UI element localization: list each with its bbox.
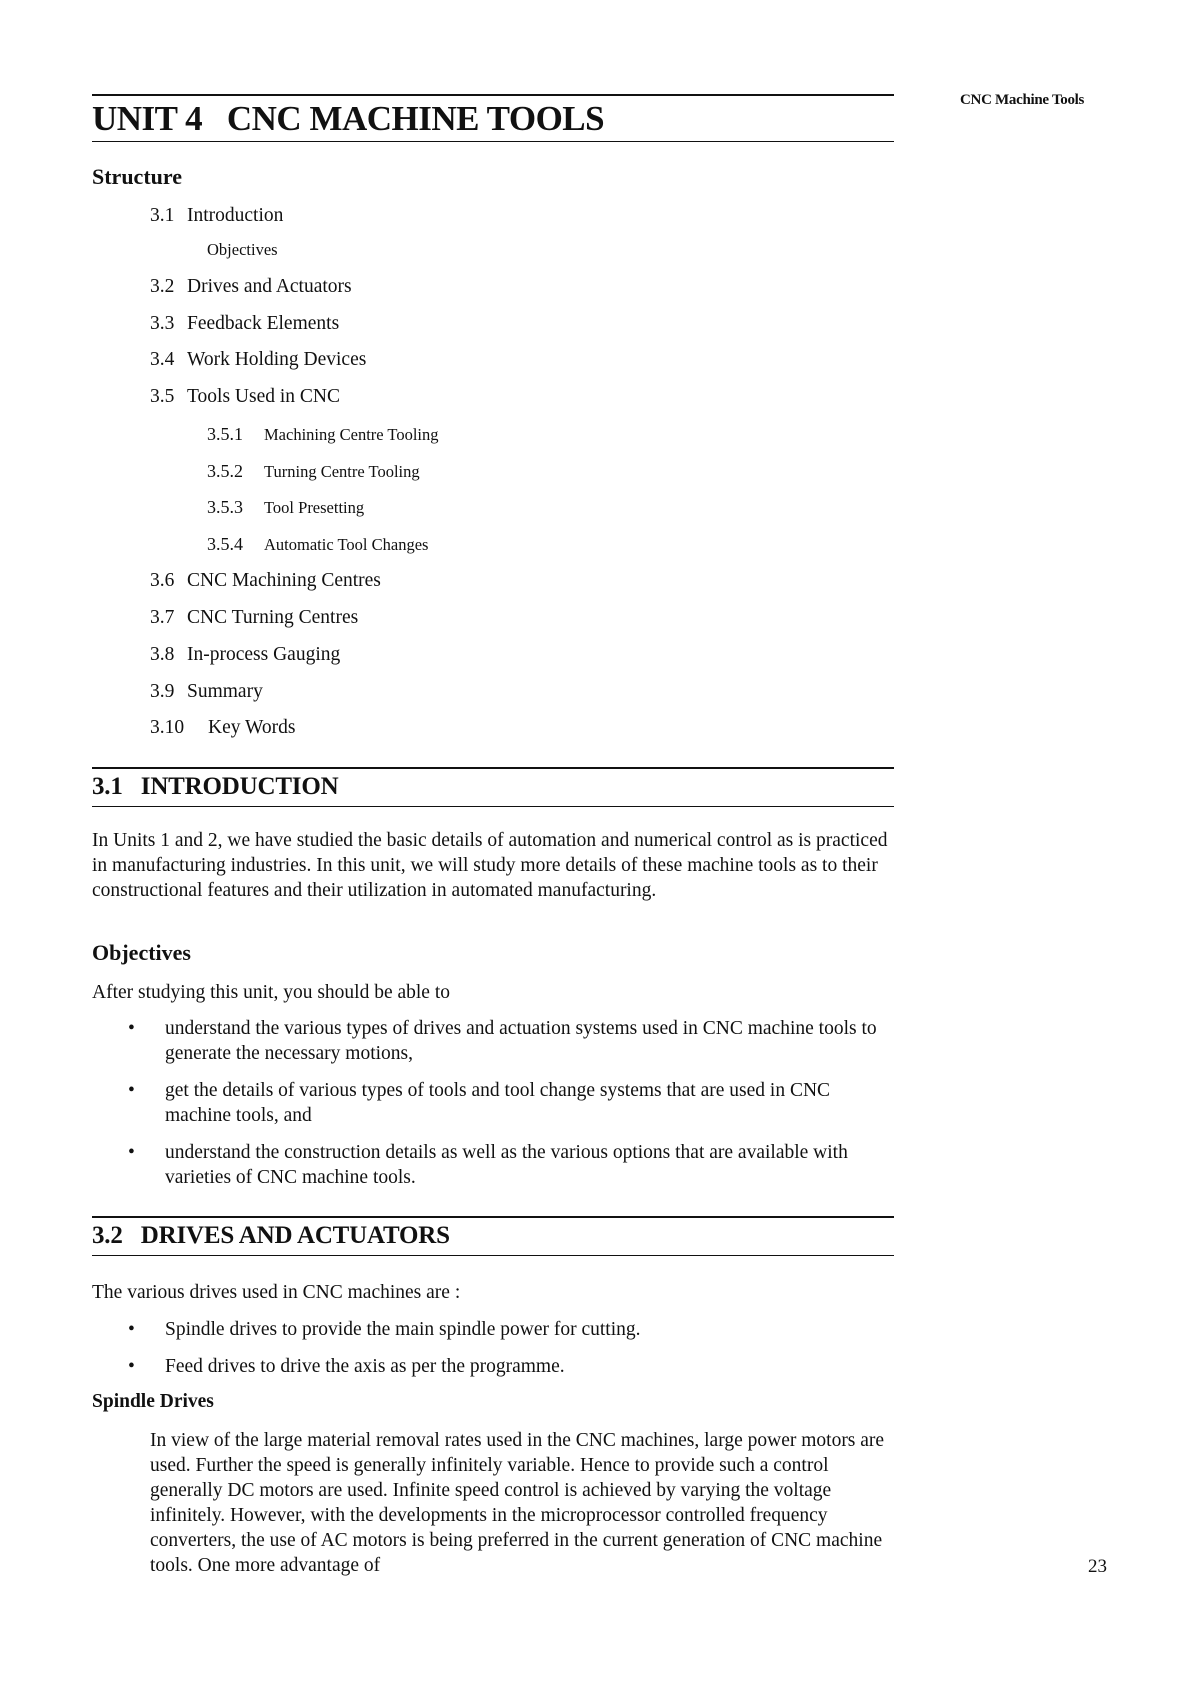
structure-heading: Structure	[92, 164, 183, 189]
toc-label: Machining Centre Tooling	[264, 425, 439, 444]
running-head: CNC Machine Tools	[960, 92, 1085, 108]
toc-label: Objectives	[207, 240, 278, 259]
drive-text: Spindle drives to provide the main spindle power for cutting.	[165, 1319, 641, 1340]
toc-item	[150, 349, 366, 371]
bullet-icon: •	[128, 1018, 135, 1039]
section-title: 3.1 INTRODUCTION	[92, 773, 339, 800]
unit-title: UNIT 4 CNC MACHINE TOOLS	[92, 99, 605, 138]
objective-text: understand the various types of drives and actuation systems used in CNC machine tools to generate the necessary motions,	[165, 1018, 877, 1064]
toc-item	[150, 570, 381, 592]
toc-item	[207, 424, 439, 445]
spindle-paragraph: In view of the large material removal rates used in the CNC machines, large power motors are used. Further the speed is generally infinitely variable. Hence to provide such a control generally DC motors are used. Infinite speed control is achieved by varying the voltage infinitely. However, with the developments in the microprocessor controlled frequency converters, the use of AC motors is being preferred in the current generation of CNC machine tools. One more advantage of	[150, 1430, 885, 1576]
toc-number: 3.7	[150, 607, 175, 628]
toc-label: CNC Turning Centres	[187, 607, 359, 628]
toc-item	[150, 276, 352, 298]
toc-item	[150, 717, 295, 739]
objectives-lead: After studying this unit, you should be able to	[92, 982, 451, 1003]
toc-number: 3.5.2	[207, 461, 243, 481]
page-number: 23	[1088, 1556, 1107, 1577]
toc-label: Tools Used in CNC	[187, 386, 341, 407]
toc-number: 3.1	[150, 205, 175, 226]
toc-item	[207, 497, 364, 518]
objective-text: understand the construction details as well as the various options that are available with varieties of CNC machine tools.	[165, 1142, 848, 1188]
toc-label: Drives and Actuators	[187, 276, 352, 297]
toc-item	[150, 607, 358, 629]
toc-label: Introduction	[187, 205, 284, 226]
section-title: 3.2 DRIVES AND ACTUATORS	[92, 1222, 450, 1249]
drive-text: Feed drives to drive the axis as per the programme.	[165, 1356, 565, 1377]
toc-label: Turning Centre Tooling	[264, 462, 420, 481]
toc-item	[207, 534, 428, 555]
toc-item	[150, 386, 340, 408]
drives-lead: The various drives used in CNC machines are :	[92, 1282, 461, 1303]
toc-label: Automatic Tool Changes	[264, 535, 429, 554]
toc-label: Work Holding Devices	[187, 349, 367, 370]
spindle-drives-heading: Spindle Drives	[92, 1391, 214, 1412]
toc-label: In-process Gauging	[187, 644, 341, 665]
bullet-icon: •	[128, 1080, 135, 1101]
toc-number: 3.9	[150, 681, 175, 702]
intro-paragraph: In Units 1 and 2, we have studied the basic details of automation and numerical control as is practiced in manufacturing industries. In this unit, we will study more details of these machine tools as to their constructional features and their utilization in automated manufacturing.	[92, 830, 888, 901]
toc-label: Summary	[187, 681, 263, 702]
toc-number: 3.2	[150, 276, 175, 297]
toc-label: Feedback Elements	[187, 313, 340, 334]
toc-number: 3.8	[150, 644, 175, 665]
bullet-icon: •	[128, 1142, 135, 1163]
toc-number: 3.5.4	[207, 534, 243, 554]
section-heading-introduction	[92, 767, 894, 807]
toc-number: 3.6	[150, 570, 175, 591]
toc-label: CNC Machining Centres	[187, 570, 381, 591]
toc-number: 3.5.1	[207, 424, 243, 444]
toc-number: 3.10	[150, 717, 185, 738]
toc-label: Tool Presetting	[264, 498, 365, 517]
toc-item	[207, 461, 420, 482]
toc-item	[150, 205, 283, 227]
toc-number: 3.5	[150, 386, 175, 407]
toc-item	[150, 313, 339, 335]
bullet-icon: •	[128, 1319, 135, 1340]
objectives-heading: Objectives	[92, 940, 191, 965]
toc-item	[207, 240, 278, 260]
toc-item	[150, 644, 340, 666]
toc-number: 3.3	[150, 313, 175, 334]
unit-title-bar	[92, 94, 894, 142]
toc-label: Key Words	[208, 717, 296, 738]
toc-item	[150, 681, 263, 703]
toc-number: 3.4	[150, 349, 175, 370]
toc-number: 3.5.3	[207, 497, 243, 517]
bullet-icon: •	[128, 1356, 135, 1377]
section-heading-drives	[92, 1216, 894, 1256]
objective-text: get the details of various types of tools and tool change systems that are used in CNC machine tools, and	[165, 1080, 831, 1126]
